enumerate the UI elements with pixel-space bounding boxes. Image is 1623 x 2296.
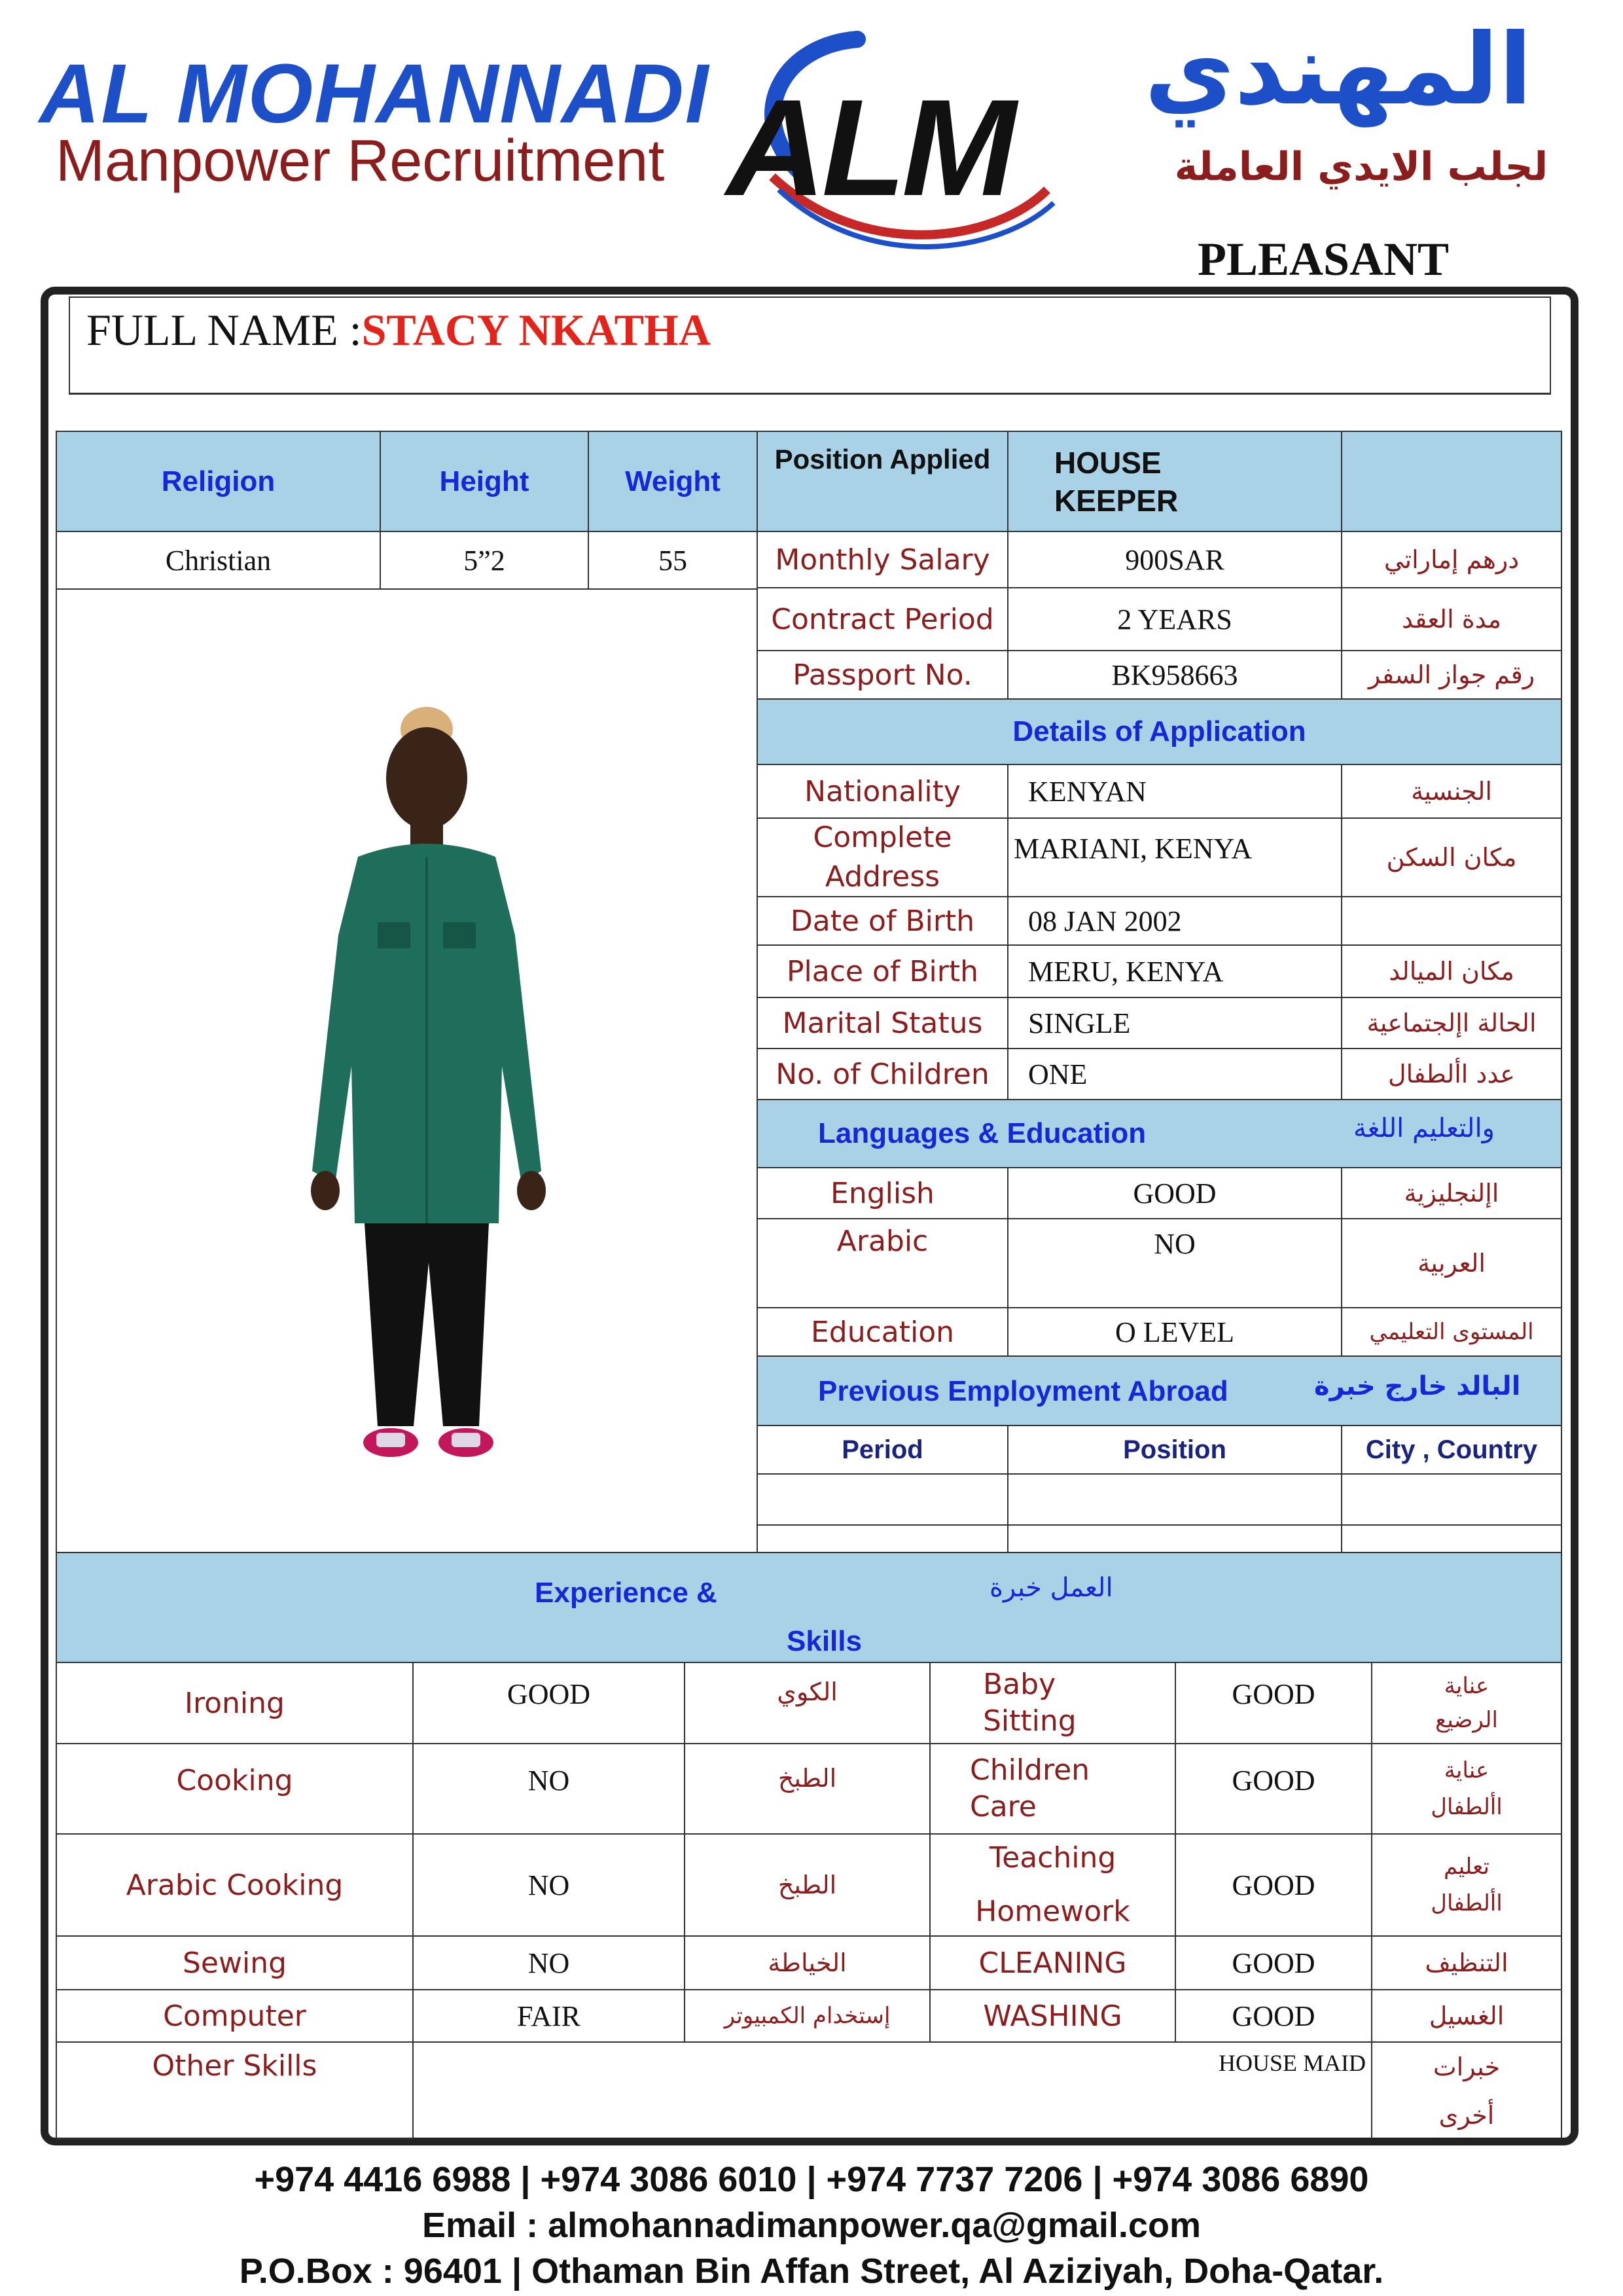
skills-title: Experience & [535,1577,717,1609]
arabic-cooking-label: Arabic Cooking [56,1833,414,1937]
arabic-label: Arabic [757,1218,1008,1308]
washing-value: GOOD [1175,1989,1372,2043]
languages-header [757,1099,1562,1168]
pob-value: MERU, KENYA [1007,944,1342,998]
cooking-value: NO [412,1743,685,1835]
contract-period-value: 2 YEARS [1007,587,1342,651]
monthly-salary-ar: درهم إماراتي [1341,531,1562,588]
children-care-ar: عناية األطفال [1371,1743,1562,1835]
english-label: English [757,1167,1008,1219]
contract-period-ar: مدة العقد [1341,587,1562,651]
children-care-label: Children Care [929,1743,1176,1835]
baby-sitting-ar: عناية الرضيع [1371,1662,1562,1744]
languages-title-ar: والتعليم اللغة [1353,1113,1495,1143]
profile-tag: PLEASANT [1198,233,1450,285]
education-ar: المستوى التعليمي [1341,1307,1562,1357]
cleaning-ar: التنظيف [1371,1935,1562,1990]
nationality-ar: الجنسية [1341,764,1562,819]
weight-header: Weight [588,431,758,532]
candidate-photo [279,700,554,1465]
marital-value: SINGLE [1007,997,1342,1049]
religion-value: Christian [56,531,381,590]
passport-ar: رقم جواز السفر [1341,650,1562,700]
english-value: GOOD [1007,1167,1342,1219]
arabic-ar: العربية [1341,1218,1562,1308]
height-header: Height [380,431,589,532]
position-value-line2: KEEPER [1054,483,1179,518]
other-skills-label: Other Skills [56,2041,414,2140]
nationality-label: Nationality [757,764,1008,819]
passport-label: Passport No. [757,650,1008,700]
baby-sitting-label: Baby Sitting [929,1662,1176,1744]
city-country-header: City , Country [1341,1425,1562,1475]
english-ar: اإلنجليزية [1341,1167,1562,1219]
address-ar: مكان السكن [1341,817,1562,897]
full-name-line [86,304,711,356]
computer-ar: إستخدام الكمبيوتر [684,1989,931,2043]
details-header: Details of Application [757,698,1562,765]
pob-label: Place of Birth [757,944,1008,998]
ironing-label: Ironing [56,1662,414,1744]
weight-value: 55 [588,531,758,590]
dob-value: 08 JAN 2002 [1007,896,1342,946]
footer-email: Email : almohannadimanpower.qa@gmail.com [422,2206,1201,2245]
address-label: Complete Address [757,817,1008,897]
employment-title: Previous Employment Abroad [818,1375,1228,1407]
teaching-homework-ar: تعليم األطفال [1371,1833,1562,1937]
children-value: ONE [1007,1048,1342,1100]
address-value: MARIANI, KENYA [1007,817,1342,897]
sewing-ar: الخياطة [684,1935,931,1990]
brand-name-en: AL MOHANNADI [39,47,710,141]
position-applied-value [1007,431,1342,532]
height-value: 5”2 [380,531,589,590]
washing-label: WASHING [929,1989,1176,2043]
cooking-label: Cooking [56,1743,414,1835]
full-name-value: STACY NKATHA [361,305,711,355]
position-applied-header [757,431,1008,532]
employment-header [757,1355,1562,1426]
skills-title-ar: العمل خبرة [990,1573,1113,1603]
contract-period-label: Contract Period [757,587,1008,651]
brand-subtitle-en: Manpower Recruitment [56,128,665,194]
footer-address: P.O.Box : 96401 | Othaman Bin Affan Street, Al Aziziyah, Doha-Qatar. [239,2251,1384,2291]
teaching-homework-label: Teaching Homework [929,1833,1176,1937]
other-skills-ar: خبرات أخرى [1371,2041,1562,2140]
passport-value: BK958663 [1007,650,1342,700]
pob-ar: مكان الميالد [1341,944,1562,998]
arabic-cooking-ar: الطبخ [684,1833,931,1937]
position-applied-label: Position Applied [774,444,991,475]
employment-row-2-period [757,1524,1008,1553]
photo-area [56,588,758,1553]
monthly-salary-label: Monthly Salary [757,531,1008,588]
employment-row-2-position [1007,1524,1342,1553]
arabic-value: NO [1007,1218,1342,1308]
education-value: O LEVEL [1007,1307,1342,1357]
marital-ar: الحالة اإلجتماعية [1341,997,1562,1049]
position-applied-ar [1341,431,1562,532]
sewing-value: NO [412,1935,685,1990]
marital-label: Marital Status [757,997,1008,1049]
ironing-value: GOOD [412,1662,685,1744]
skills-title-2: Skills [787,1625,862,1657]
other-skills-value-box [412,2041,1372,2140]
cleaning-label: CLEANING [929,1935,1176,1990]
other-skills-value: HOUSE MAID [1219,2050,1366,2076]
period-header: Period [757,1425,1008,1475]
employment-row-1-position [1007,1473,1342,1526]
dob-label: Date of Birth [757,896,1008,946]
children-ar: عدد األطفال [1341,1048,1562,1100]
religion-header: Religion [56,431,381,532]
employment-title-ar: البالد خارج خبرة [1314,1371,1521,1401]
children-label: No. of Children [757,1048,1008,1100]
brand-logo-text: ALM [726,71,1012,224]
footer [0,2157,1623,2296]
children-care-value: GOOD [1175,1743,1372,1835]
arabic-cooking-value: NO [412,1833,685,1937]
teaching-homework-value: GOOD [1175,1833,1372,1937]
logo [0,0,1623,285]
full-name-box [69,296,1551,395]
dob-ar [1341,896,1562,946]
computer-value: FAIR [412,1989,685,2043]
education-label: Education [757,1307,1008,1357]
computer-label: Computer [56,1989,414,2043]
washing-ar: الغسيل [1371,1989,1562,2043]
cleaning-value: GOOD [1175,1935,1372,1990]
baby-sitting-value: GOOD [1175,1662,1372,1744]
footer-phones: +974 4416 6988 | +974 3086 6010 | +974 7737 7206 | +974 3086 6890 [254,2160,1369,2199]
employment-row-1-period [757,1473,1008,1526]
employment-row-2-city [1341,1524,1562,1553]
position-value-line1: HOUSE [1054,445,1162,480]
nationality-value: KENYAN [1007,764,1342,819]
brand-subtitle-ar: لجلب الايدي العاملة [1174,144,1548,190]
skills-header [56,1552,1562,1663]
position-header: Position [1007,1425,1342,1475]
full-name-label: FULL NAME : [86,305,362,355]
languages-title: Languages & Education [818,1117,1147,1149]
cooking-ar: الطبخ [684,1743,931,1835]
sewing-label: Sewing [56,1935,414,1990]
ironing-ar: الكوي [684,1662,931,1744]
monthly-salary-value: 900SAR [1007,531,1342,588]
brand-name-ar: المهندي [1144,13,1533,127]
employment-row-1-city [1341,1473,1562,1526]
